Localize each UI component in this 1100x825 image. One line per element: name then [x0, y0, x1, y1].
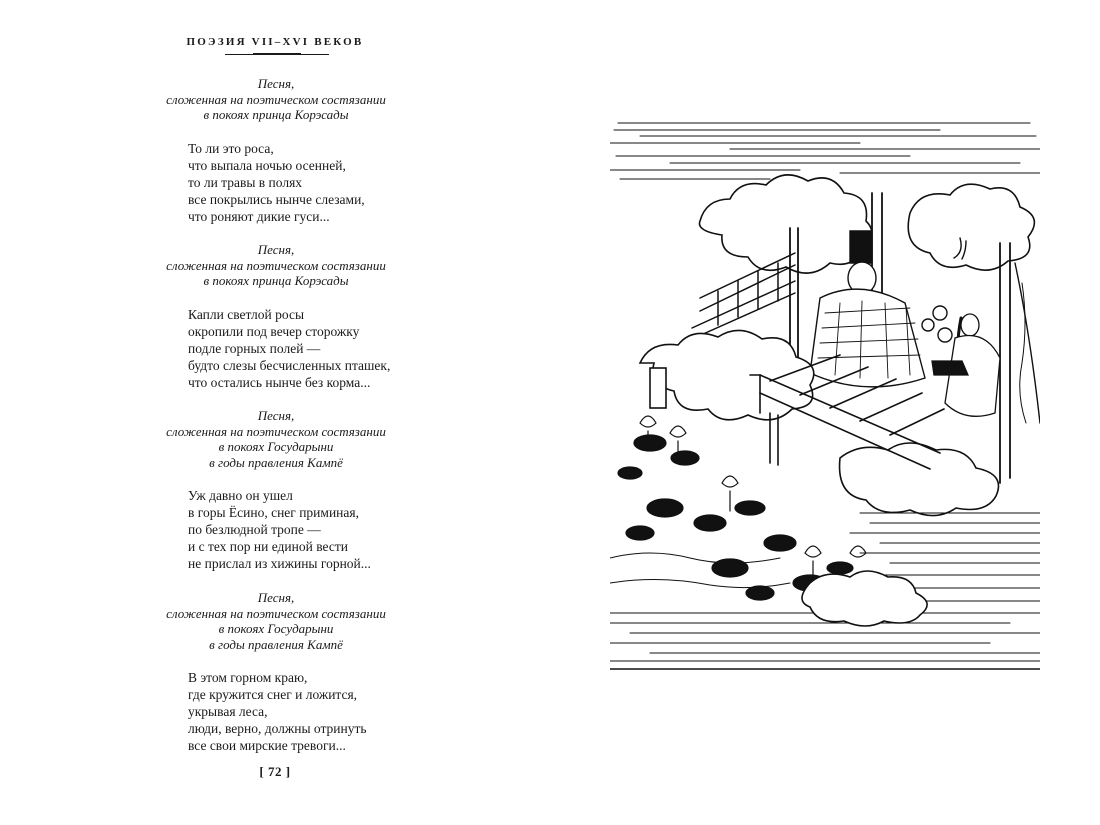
poem-line: в горы Ёсино, снег приминая,	[188, 505, 359, 520]
poem-4	[0, 590, 550, 754]
poem-heading-line: сложенная на поэтическом состязании	[166, 257, 386, 273]
poem-heading	[1, 242, 551, 289]
poem-line: то ли травы в полях	[188, 174, 303, 190]
poem-body	[188, 487, 550, 572]
poem-line: Капли светлой росы	[188, 306, 305, 322]
poem-body	[188, 669, 550, 754]
poem-line: не прислал из хижины горной...	[188, 556, 371, 571]
poem-line: что остались нынче без корма...	[188, 374, 371, 390]
running-head: ПОЭЗИЯ VII–XVI ВЕКОВ	[186, 36, 364, 48]
poem-heading-line: Песня,	[257, 408, 295, 423]
poem-heading-line: Песня,	[257, 76, 295, 91]
poem-heading	[1, 408, 551, 470]
poem-heading-line: Песня,	[257, 242, 295, 257]
poem-line: будто слезы бесчисленных пташек,	[188, 357, 391, 373]
poem-line: что роняют дикие гуси...	[188, 208, 330, 224]
woodblock-illustration	[610, 113, 1040, 673]
poem-line: В этом горном краю,	[188, 670, 308, 685]
poem-line: по безлюдной тропе —	[188, 522, 321, 537]
poem-2	[0, 242, 550, 391]
poem-line: где кружится снег и ложится,	[188, 687, 358, 702]
poem-line: Уж давно он ушел	[188, 488, 293, 503]
poem-heading-line: Песня,	[257, 590, 295, 605]
poem-heading-line: в покоях Государыни	[218, 439, 334, 454]
poem-heading	[1, 76, 551, 123]
mist-lines-top	[610, 123, 1040, 179]
poem-line: все покрылись нынче слезами,	[188, 191, 365, 207]
poem-heading-line: в покоях принца Корэсады	[203, 107, 349, 122]
clouds-bottom	[802, 571, 927, 626]
running-head-rule	[225, 54, 329, 55]
illustration-svg	[610, 113, 1040, 673]
poem-body	[188, 140, 550, 225]
poem-heading-line: сложенная на поэтическом состязании	[166, 605, 386, 621]
poem-line: все свои мирские тревоги...	[188, 738, 346, 753]
poem-line: люди, верно, должны отринуть	[188, 721, 367, 736]
lotus-pond	[610, 416, 866, 600]
poem-heading	[1, 590, 551, 652]
page-number: [ 72 ]	[259, 764, 291, 779]
poem-line: укрывая леса,	[188, 704, 268, 719]
poem-heading-line: в покоях принца Корэсады	[203, 273, 349, 288]
poem-heading-line: сложенная на поэтическом состязании	[166, 91, 386, 107]
poem-heading-line: в годы правления Кампё	[209, 454, 343, 470]
poem-heading-line: в покоях Государыни	[218, 621, 334, 636]
poem-line: То ли это роса,	[188, 140, 274, 156]
poem-heading-line: сложенная на поэтическом состязании	[166, 423, 386, 439]
poem-line: подле горных полей —	[188, 340, 321, 356]
poem-line: что выпала ночью осенней,	[188, 157, 346, 173]
poem-line: окропили под вечер сторожку	[188, 323, 360, 339]
poem-line: и с тех пор ни единой вести	[188, 539, 348, 554]
poem-3	[0, 408, 550, 572]
poem-body	[188, 306, 550, 391]
poem-heading-line: в годы правления Кампё	[209, 636, 343, 652]
poem-1	[0, 76, 550, 225]
